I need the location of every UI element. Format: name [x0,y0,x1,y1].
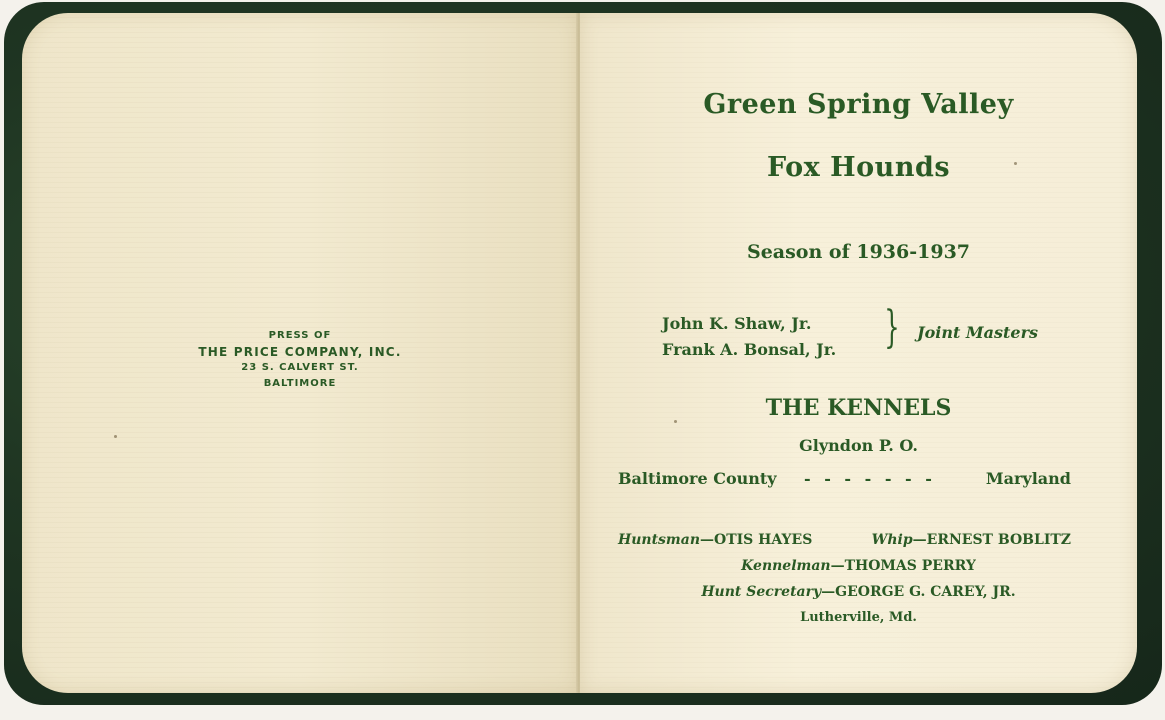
secretary-role: Hunt Secretary [701,584,822,600]
imprint-line-3: 23 S. CALVERT ST. [241,362,359,373]
staff-row-secretary [580,584,1137,600]
imprint-line-4: BALTIMORE [263,378,337,389]
left-page [22,13,578,693]
staff-row-huntsman-whip [618,532,1071,548]
master-name: Frank A. Bonsal, Jr. [662,340,837,359]
huntsman-role: Huntsman [618,532,700,548]
huntsman-name: —OTIS HAYES [700,532,813,548]
kennels-heading: THE KENNELS [765,395,952,421]
county-name: Baltimore County [618,469,777,488]
imprint-line-2: THE PRICE COMPANY, INC. [198,345,402,359]
masters-names [662,311,836,363]
whip-entry [872,532,1071,548]
title-line-2: Fox Hounds [766,152,951,183]
post-office: Glyndon P. O. [799,436,918,455]
staff-row-kennelman [580,558,1137,574]
season-heading: Season of 1936-1937 [746,241,971,263]
whip-role: Whip [871,532,913,548]
huntsman-entry [618,532,812,548]
secretary-town: Lutherville, Md. [800,610,917,625]
kennelman-name: —THOMAS PERRY [830,558,976,574]
brace-bracket: } [884,302,900,353]
master-name: John K. Shaw, Jr. [662,314,812,333]
kennelman-role: Kennelman [741,558,831,574]
title-line-1: Green Spring Valley [703,89,1014,120]
printer-imprint [22,328,578,392]
imprint-line-1: PRESS OF [268,330,332,341]
state-name: Maryland [985,469,1071,488]
paper-speck [1014,162,1017,165]
paper-speck [674,420,677,423]
dash-leader: - - - - - - - [804,469,936,488]
whip-name: —ERNEST BOBLITZ [912,532,1071,548]
right-page [580,13,1137,693]
secretary-name: —GEORGE G. CAREY, JR. [821,584,1016,600]
paper-speck [114,435,117,438]
joint-masters-label: Joint Masters [917,323,1039,342]
